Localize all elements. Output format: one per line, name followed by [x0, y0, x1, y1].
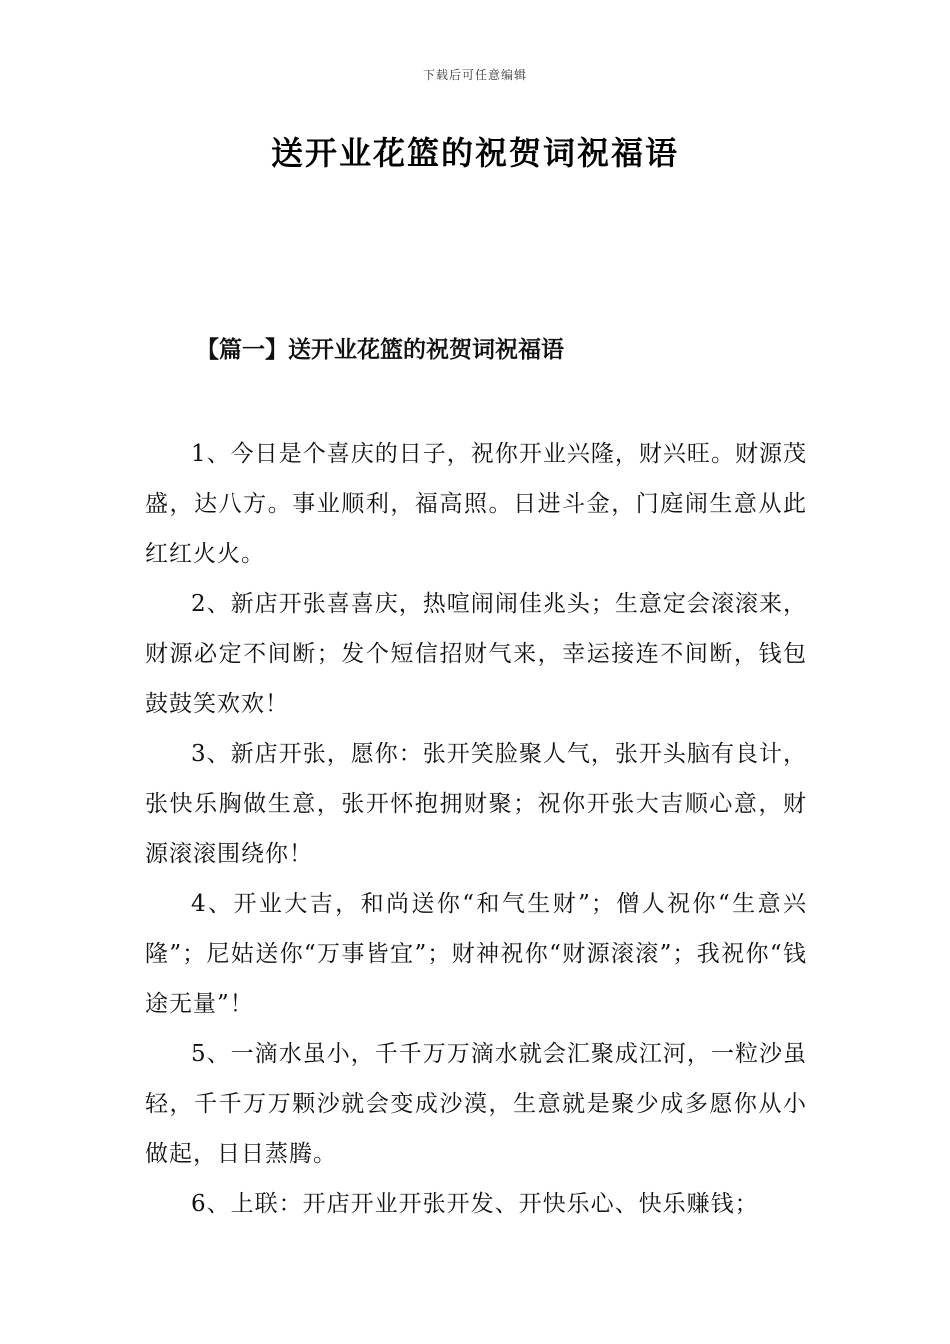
document-title: 送开业花篮的祝贺词祝福语: [270, 134, 679, 172]
paragraph-2: 2、新店开张喜喜庆，热喧闹闹佳兆头；生意定会滚滚来，财源必定不间断；发个短信招财气来，幸运接连不间断，钱包鼓鼓笑欢欢！: [145, 591, 807, 717]
paragraph-5: 5、一滴水虽小，千千万万滴水就会汇聚成江河，一粒沙虽轻，千千万万颗沙就会变成沙漠，生意就是聚少成多愿你从小做起，日日蒸腾。: [145, 1041, 807, 1167]
paragraph-3: 3、新店开张，愿你：张开笑脸聚人气，张开头脑有良计，张快乐胸做生意，张开怀抱拥财聚；祝你开张大吉顺心意，财源滚滚围绕你！: [145, 741, 807, 867]
document-body: [145, 429, 807, 1229]
paragraph-6: 6、上联：开店开业开张开发、开快乐心、快乐赚钱；: [191, 1191, 759, 1217]
section-heading: 【篇一】送开业花篮的祝贺词祝福语: [196, 336, 564, 363]
paragraph-4: 4、开业大吉，和尚送你“和气生财”；僧人祝你“生意兴隆”；尼姑送你“万事皆宜”；财神祝你“财源滚滚”；我祝你“钱途无量”！: [145, 891, 807, 1017]
paragraph-1: 1、今日是个喜庆的日子，祝你开业兴隆，财兴旺。财源茂盛，达八方。事业顺利，福高照。日进斗金，门庭闹生意从此红红火火。: [145, 441, 807, 567]
page-header-note: 下载后可任意编辑: [422, 68, 527, 82]
